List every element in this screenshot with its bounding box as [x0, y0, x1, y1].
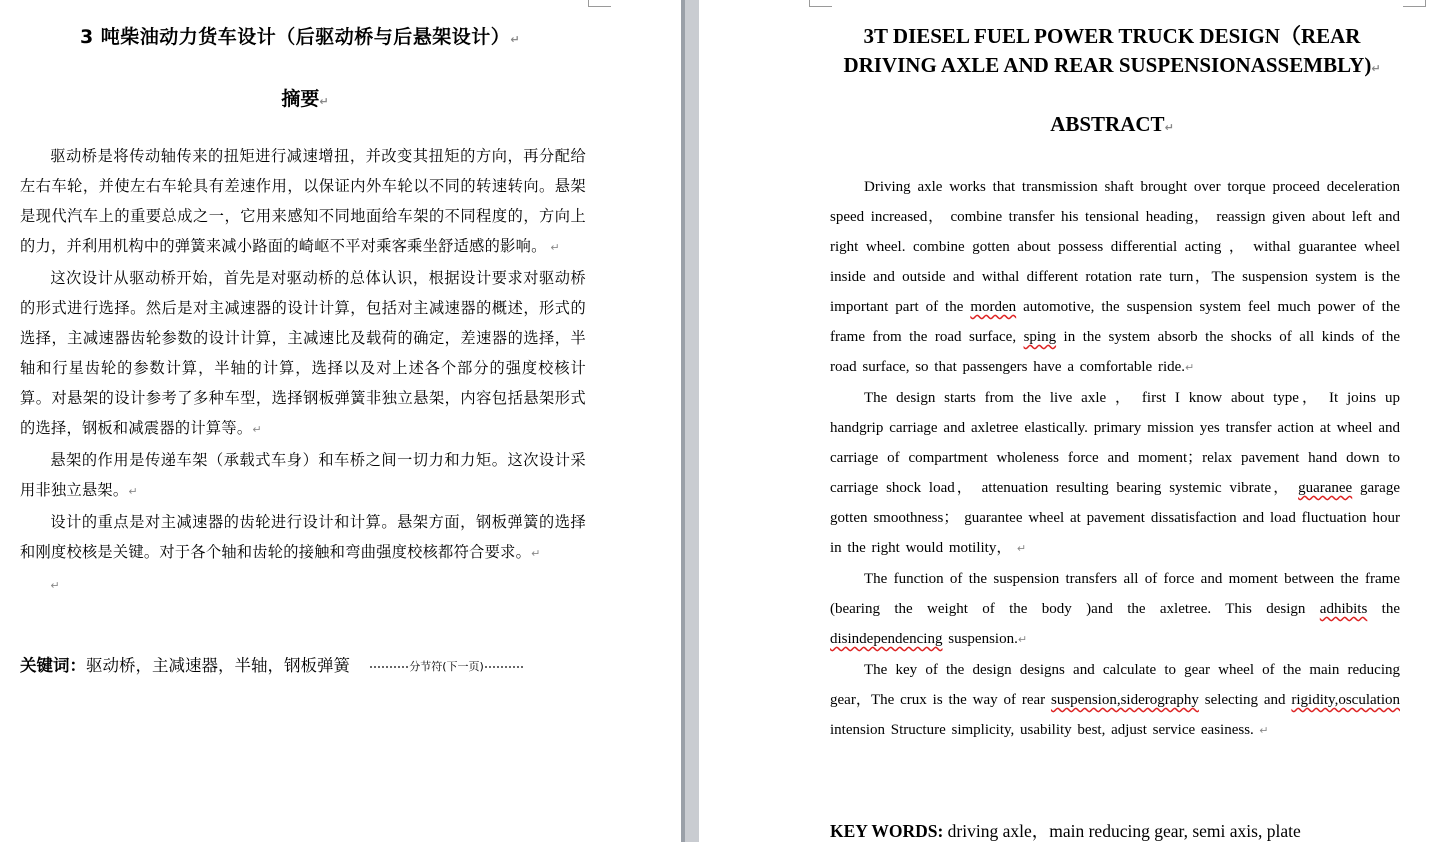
page-corner-mark	[1403, 0, 1426, 7]
paragraph: 这次设计从驱动桥开始，首先是对驱动桥的总体认识，根据设计要求对驱动桥的形式进行选择。然后是对主减速器的设计计算，包括对主减速器的概述，形式的选择，主减速器齿轮参数的设计计算，主减速比及载荷的确定，差速器的选择，半轴和行星齿轮的参数计算，半轴的计算，选择以及对上述各个部分的强度校核计算。对悬架的设计参考了多种车型，选择钢板弹簧非独立悬架，内容包括悬架形式的选择，钢板和减震器的计算等。↵	[20, 269, 586, 437]
abstract-body	[20, 141, 586, 601]
paragraph: 驱动桥是将传动轴传来的扭矩进行减速增扭，并改变其扭矩的方向，再分配给左右车轮，并使左右车轮具有差速作用，以保证内外车轮以不同的转速转向。悬架是现代汽车上的重要总成之一，它用来感知不同地面给车架的不同程度的，方向上的力，并利用机构中的弹簧来减小路面的崎岖不平对乘客乘坐舒适感的影响。 ↵	[20, 147, 586, 255]
page-gutter	[681, 0, 699, 842]
keywords-text: 驱动桥，主减速器，半轴，钢板弹簧	[86, 656, 350, 675]
document-page-chinese	[0, 0, 681, 842]
keywords-label: 关键词：	[20, 656, 86, 675]
abstract-heading-english: ABSTRACT↵	[1050, 112, 1174, 136]
paragraph: 设计的重点是对主减速器的齿轮进行设计和计算。悬架方面，钢板弹簧的选择和刚度校核是关键。对于各个轴和齿轮的接触和弯曲强度校核都符合要求。↵	[20, 513, 586, 561]
spellcheck-word[interactable]: guaranee	[1298, 480, 1353, 496]
keywords-label: KEY WORDS:	[830, 821, 944, 841]
paragraph: The function of the suspension transfers all of force and moment between the frame (bearing the weight of the body )and the axletree. This design adhibits the disindependencing suspension.↵	[830, 571, 1400, 647]
page-title: 3 吨柴油动力货车设计（后驱动桥与后悬架设计）↵	[79, 26, 521, 48]
spellcheck-word[interactable]: disindependencing	[830, 631, 943, 647]
spellcheck-word[interactable]: morden	[970, 299, 1017, 315]
section-break-marker: 分节符(下一页)	[369, 654, 524, 680]
abstract-body-english	[830, 172, 1400, 746]
keywords-line	[20, 653, 600, 680]
english-title: 3T DIESEL FUEL POWER TRUCK DESIGN（REAR DRIVING AXLE AND REAR SUSPENSIONASSEMBLY)↵	[843, 24, 1381, 77]
empty-paragraph: ↵	[50, 579, 60, 592]
spellcheck-word[interactable]: rigidity,osculation	[1291, 692, 1400, 708]
paragraph: 悬架的作用是传递车架（承载式车身）和车桥之间一切力和力矩。这次设计采用非独立悬架。↵	[20, 451, 586, 499]
document-page-english	[699, 0, 1450, 842]
spellcheck-word[interactable]: suspension,siderography	[1050, 692, 1199, 708]
page-corner-mark	[588, 0, 611, 7]
spellcheck-word[interactable]: adhibits	[1319, 601, 1368, 617]
paragraph: The key of the design designs and calculate to gear wheel of the main reducing gear，The crux is the way of rear suspension,siderography selecting and rigidity,osculation intension Structure simplicity, usability best, adjust service easiness. ↵	[830, 662, 1400, 738]
keywords-text: driving axle，main reducing gear, semi axis, plate	[943, 821, 1301, 841]
paragraph: Driving axle works that transmission shaft brought over torque proceed deceleration speed increased， combine transfer his tensional heading， reassign given about left and right wheel. combine gotten about possess differential acting ， withal guarantee wheel inside and outside and withal different rotation rate turn，The suspension system is the important part of the morden automotive, the suspension system feel much power of the frame from the road surface, sping in the system absorb the shocks of all kinds of the road surface, so that passengers have a comfortable ride.↵	[830, 179, 1400, 375]
spellcheck-word[interactable]: sping	[1023, 329, 1057, 345]
abstract-heading: 摘要↵	[281, 88, 329, 110]
paragraph: The design starts from the live axle ， first I know about type， It joins up handgrip carriage and axletree elastically. primary mission yes transfer action at wheel and carriage of compartment wholeness force and moment；relax pavement hand down to carriage shock load， attenuation resulting bearing systemic vibrate， guaranee garage gotten smoothness； guarantee wheel at pavement dissatisfaction and load fluctuation hour in the right would motility， ↵	[830, 390, 1400, 556]
page-corner-mark	[809, 0, 832, 7]
keywords-line-english	[830, 818, 1430, 842]
